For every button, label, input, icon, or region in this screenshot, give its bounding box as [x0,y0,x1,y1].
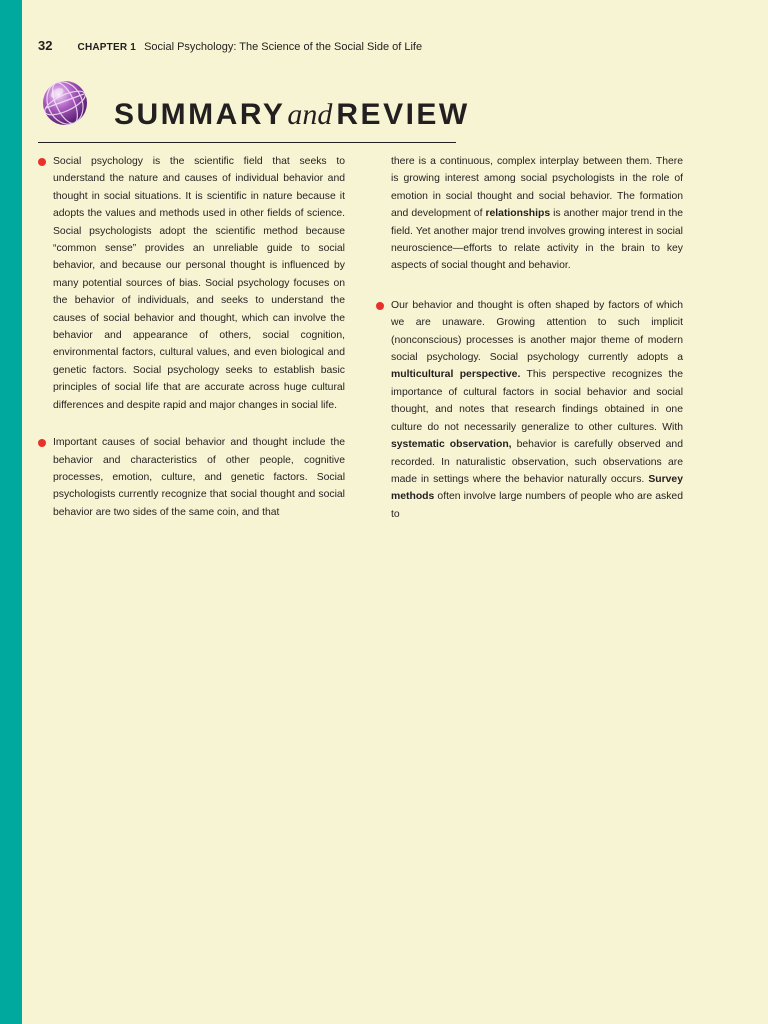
right-column [391,153,683,543]
accent-bar [0,0,22,1024]
title-review: REVIEW [336,98,470,131]
running-header [38,38,422,53]
paragraph-text: Social psychology is the scientific field that seeks to understand the nature and causes of individual behavior and thought in social situations. It is scientific in nature because it adopts the values and methods used in other fields of science. Social psychologists adopt the scientific method because “common sense” provides an unreliable guide to social behavior, and because our personal thought is influenced by many potential sources of bias. Social psychology focuses on the behavior of individuals, and seeks to understand the causes of social behavior and thought, which can involve the behavior and appearance of others, social cognition, environmental factors, cultural values, and even biological and genetic factors. Social psychology seeks to establish basic principles of social life that are accurate across huge cultural differences and despite rapid and major changes in social life. [53,156,345,411]
paragraph-text: there is a continuous, complex interplay between them. There is growing interest among social psychologists in the role of emotion in social thought and social behavior. The formation and development of [391,156,683,220]
title-rule [38,142,456,143]
paragraph-text: behavior is carefully observed and recorded. In naturalistic observation, such observations are made in settings where the behavior naturally occurs. [391,439,683,485]
key-term: systematic observation, [391,439,512,451]
paragraph-text: is another major trend in the field. Yet another major trend involves growing interest in social neuroscience—efforts to relate activity in the brain to key aspects of social thought and behavior. [391,208,683,272]
title-and: and [287,98,333,131]
bullet-icon [38,158,46,166]
title-summary: SUMMARY [114,98,286,131]
summary-paragraph [53,434,345,521]
summary-paragraph [391,297,683,523]
chapter-label: CHAPTER 1 [77,42,137,53]
paragraph-text: This perspective recognizes the importance of cultural factors in social behavior and social thought, and notes that research findings obtained in one culture do not necessarily generalize to other cultures. With [391,369,683,433]
key-term: relationships [485,208,551,220]
summary-paragraph [53,153,345,414]
key-term: multicultural perspective. [391,369,521,381]
paragraph-text: Our behavior and thought is often shaped by factors of which we are unaware. Growing attention to such implicit (nonconscious) processes is another major theme of modern social psychology. Social psychology currently adopts a [391,299,683,364]
summary-paragraph-continued [391,153,683,275]
left-column [53,153,345,541]
section-title [114,98,470,132]
key-term: Survey methods [391,473,683,503]
chapter-title: Social Psychology: The Science of the Social Side of Life [144,41,423,53]
paragraph-text: often involve large numbers of people who are asked to [391,491,683,520]
bullet-icon [376,302,384,310]
page-number: 32 [38,38,53,53]
globe-icon [42,80,88,126]
bullet-icon [38,439,46,447]
paragraph-text: Important causes of social behavior and thought include the behavior and characteristics of other people, cognitive processes, emotion, culture, and genetic factors. Social psychologists currently recognize that social thought and social behavior are two sides of the same coin, and that [53,437,345,518]
